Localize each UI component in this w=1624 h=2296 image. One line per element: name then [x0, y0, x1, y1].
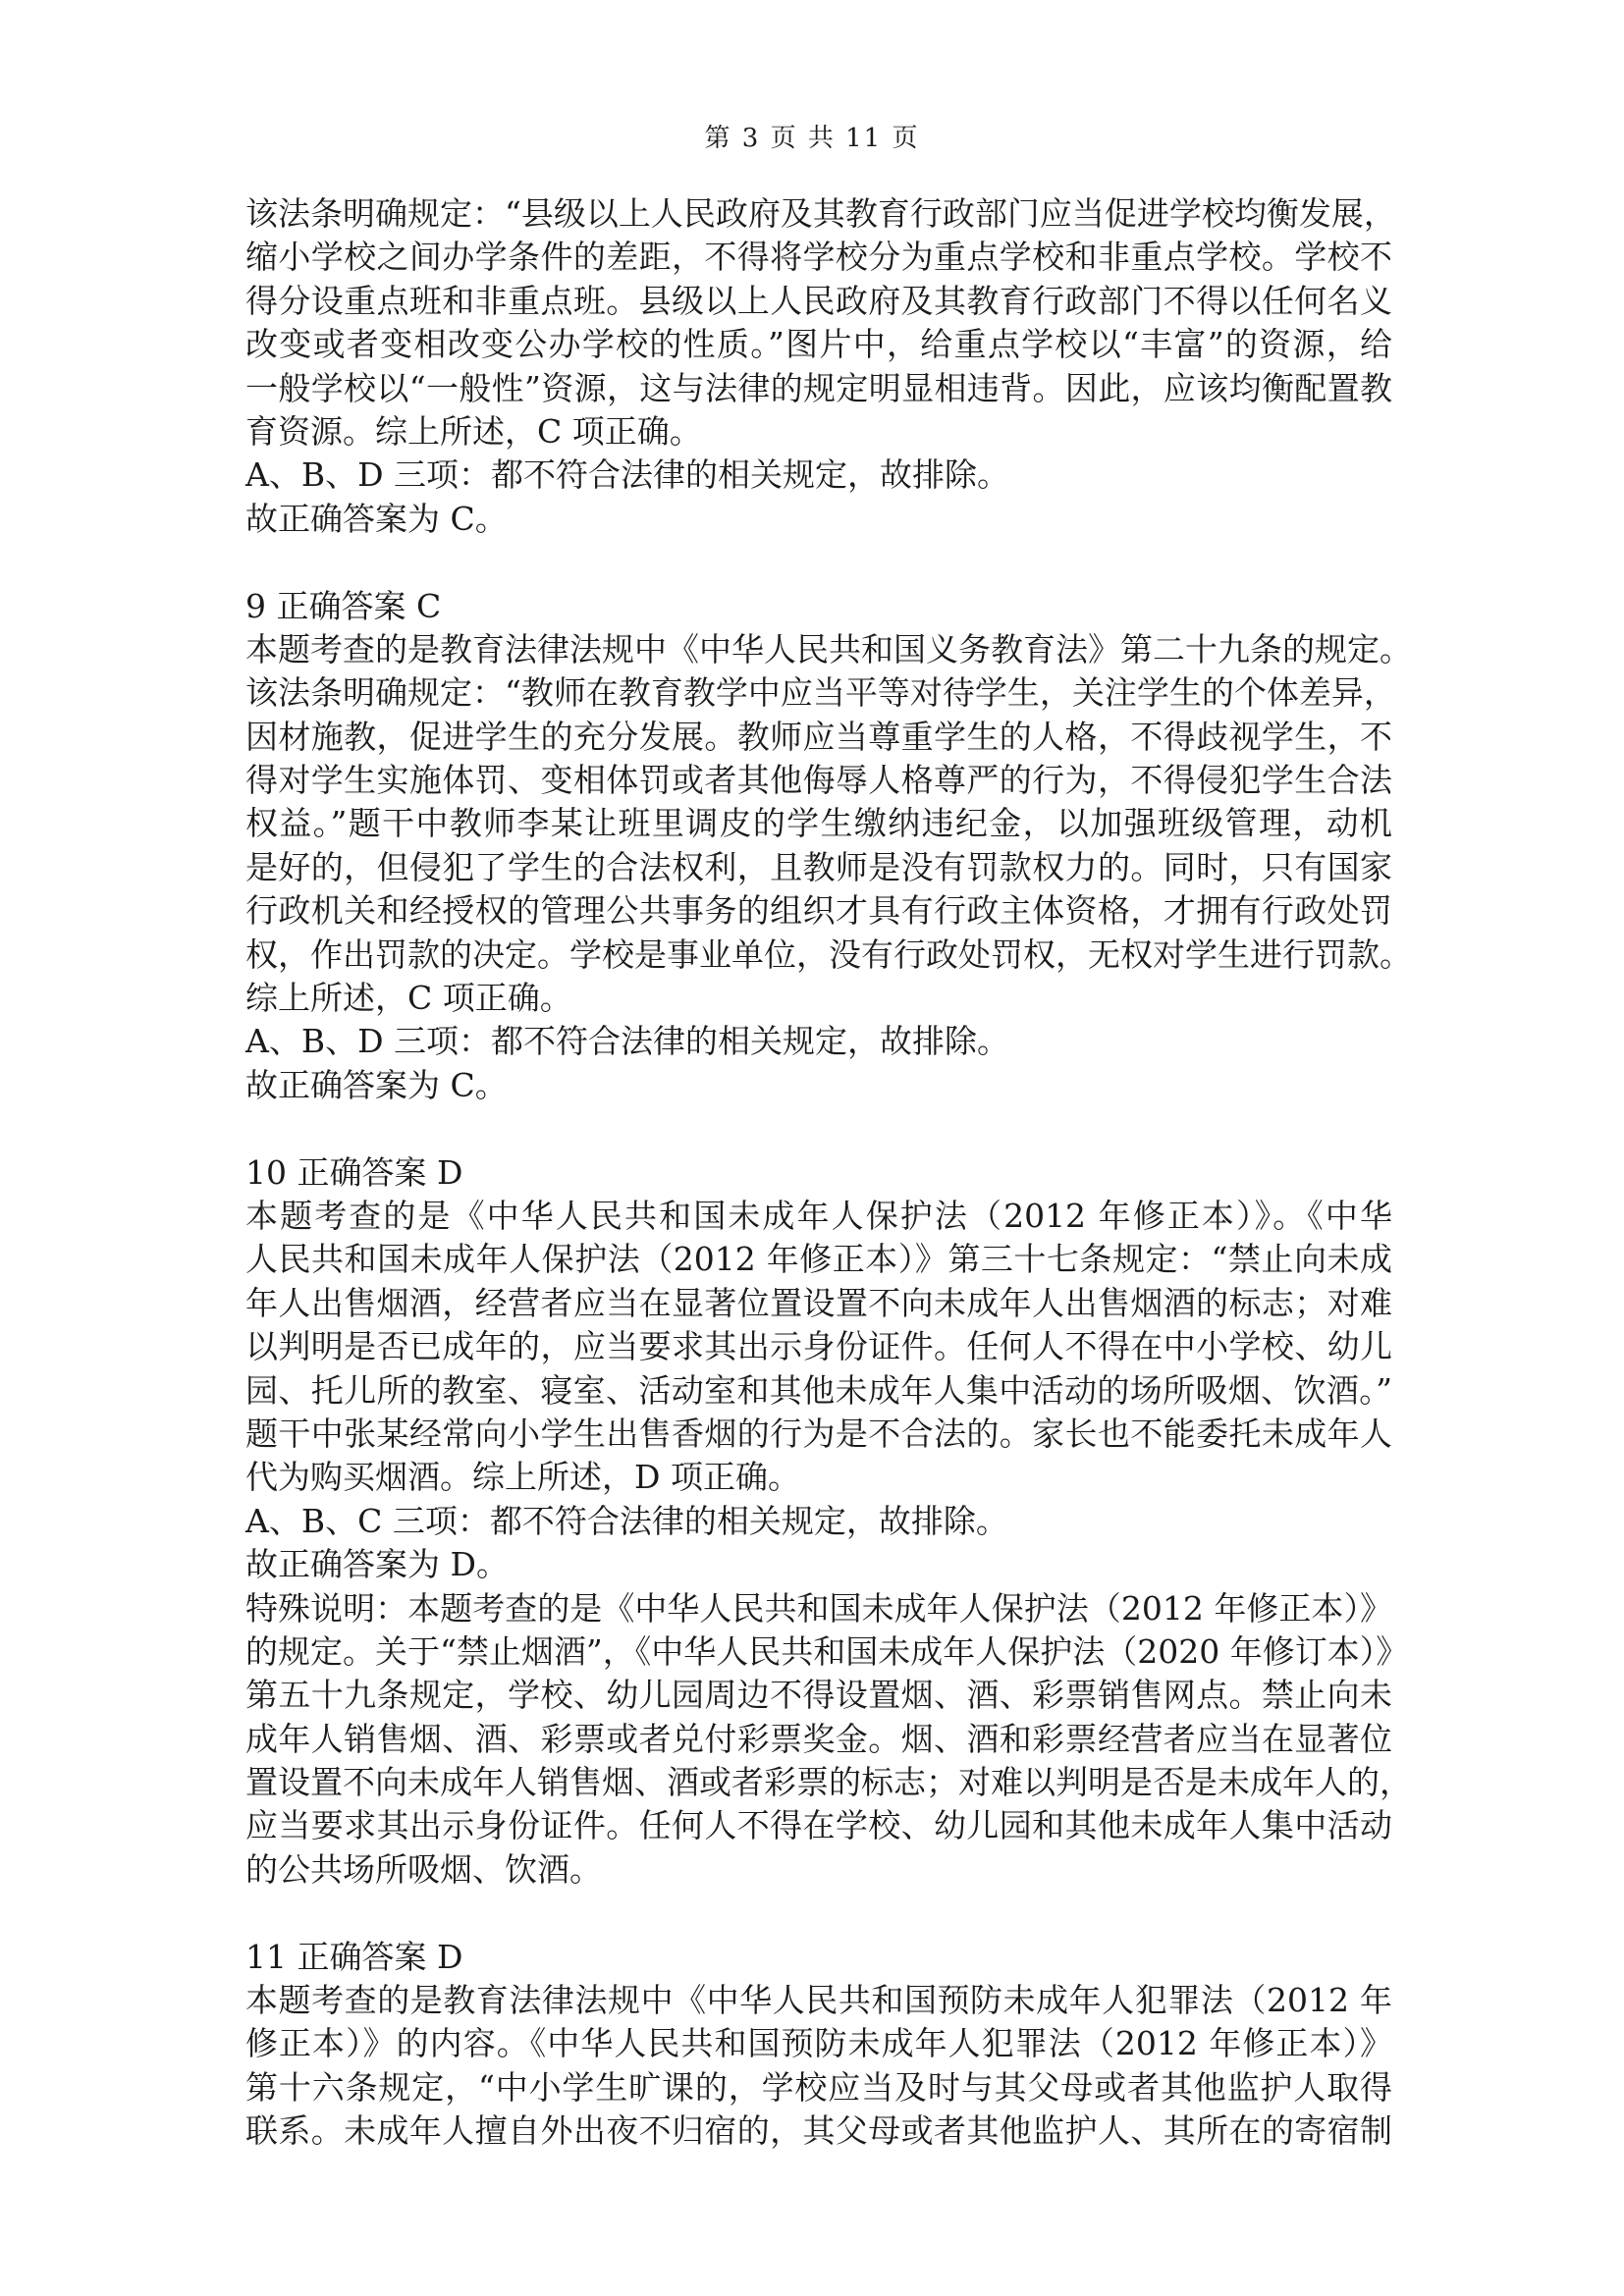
text-line-content: 权，作出罚款的决定。学校是事业单位，没有行政处罚权，无权对学生进行罚款。 [245, 934, 1412, 974]
answer-heading: 11 正确答案 D [245, 1937, 463, 1976]
text-line [245, 2022, 1392, 2065]
text-line-content: 综上所述，C 项正确。 [245, 979, 572, 1018]
text-line [245, 1325, 1392, 1368]
text-line [245, 1761, 1412, 1804]
answer-section-q10 [245, 1151, 1412, 1893]
text-line [245, 1804, 1392, 1847]
text-line [245, 236, 1392, 279]
text-line-content: 联系。未成年人擅自外出夜不归宿的，其父母或者其他监护人、其所在的寄宿制 [245, 2111, 1392, 2151]
text-line [245, 759, 1392, 802]
text-line [245, 1238, 1392, 1281]
text-line-content: 是好的，但侵犯了学生的合法权利，且教师是没有罚款权力的。同时，只有国家 [245, 847, 1392, 886]
text-line-content: 行政机关和经授权的管理公共事务的组织才具有行政主体资格，才拥有行政处罚 [245, 891, 1392, 931]
text-line [245, 1369, 1392, 1413]
text-line [245, 1413, 1392, 1456]
text-line-content: 代为购买烟酒。综上所述，D 项正确。 [245, 1458, 800, 1497]
answer-heading: 10 正确答案 D [245, 1152, 463, 1192]
text-line-content: 第五十九条规定，学校、幼儿园周边不得设置烟、酒、彩票销售网点。禁止向未 [245, 1676, 1392, 1715]
text-line-content: 的规定。关于“禁止烟酒”，《中华人民共和国未成年人保护法（2020 年修订本）》 [245, 1631, 1409, 1671]
text-line [245, 1848, 1392, 1892]
text-line-content: 年人出售烟酒，经营者应当在显著位置设置不向未成年人出售烟酒的标志；对难 [245, 1283, 1392, 1322]
text-line-content: 故正确答案为 C。 [245, 499, 508, 538]
text-line-content: 以判明是否已成年的，应当要求其出示身份证件。任何人不得在中小学校、幼儿 [245, 1327, 1392, 1366]
text-line [245, 323, 1392, 366]
text-line [245, 1020, 1392, 1063]
text-line-content: A、B、C 三项：都不符合法律的相关规定，故排除。 [245, 1501, 1008, 1540]
text-line-content: 修正本）》的内容。《中华人民共和国预防未成年人犯罪法（2012 年修正本）》 [245, 2024, 1392, 2063]
text-line-content: 的公共场所吸烟、饮酒。 [245, 1849, 602, 1889]
text-line-content: 权益。”题干中教师李某让班里调皮的学生缴纳违纪金，以加强班级管理，动机 [245, 804, 1392, 843]
text-line [245, 1630, 1409, 1674]
section-spacer [245, 541, 1392, 584]
text-line [245, 1587, 1392, 1630]
text-line-content: 人民共和国未成年人保护法（2012 年修正本）》第三十七条规定：“禁止向未成 [245, 1240, 1392, 1279]
text-line-content: 成年人销售烟、酒、彩票或者兑付彩票奖金。烟、酒和彩票经营者应当在显著位 [245, 1719, 1392, 1758]
text-line [245, 192, 1396, 236]
text-line [245, 802, 1392, 845]
text-line [245, 1979, 1392, 2022]
text-line-content: 题干中张某经常向小学生出售香烟的行为是不合法的。家长也不能委托未成年人 [245, 1414, 1392, 1453]
text-line [245, 1195, 1392, 1238]
text-line [245, 934, 1412, 977]
text-line-content: 一般学校以“一般性”资源，这与法律的规定明显相违背。因此，应该均衡配置教 [245, 368, 1392, 407]
answer-section-q9 [245, 585, 1412, 1108]
text-line [245, 1282, 1392, 1325]
text-line [245, 1456, 1392, 1499]
text-line-content: 本题考查的是教育法律法规中《中华人民共和国义务教育法》第二十九条的规定。 [245, 629, 1412, 668]
text-line [245, 1064, 1392, 1107]
text-line-content: 该法条明确规定：“县级以上人民政府及其教育行政部门应当促进学校均衡发展， [245, 194, 1396, 233]
text-line-content: 改变或者变相改变公办学校的性质。”图片中，给重点学校以“丰富”的资源，给 [245, 325, 1392, 364]
text-line [245, 2109, 1392, 2153]
text-line [245, 367, 1392, 410]
text-line-content: 育资源。综上所述，C 项正确。 [245, 411, 702, 451]
text-line [245, 454, 1392, 497]
text-line-content: 园、托儿所的教室、寝室、活动室和其他未成年人集中活动的场所吸烟、饮酒。” [245, 1370, 1392, 1410]
text-line [245, 671, 1396, 715]
text-line-content: 置设置不向未成年人销售烟、酒或者彩票的标志；对难以判明是否是未成年人的， [245, 1763, 1412, 1802]
text-line [245, 1500, 1392, 1543]
document-body [245, 192, 1412, 2154]
text-line [245, 410, 1392, 454]
text-line [245, 1674, 1392, 1717]
text-line-content: A、B、D 三项：都不符合法律的相关规定，故排除。 [245, 1022, 1010, 1061]
answer-heading: 9 正确答案 C [245, 586, 442, 625]
text-line [245, 846, 1392, 889]
text-line-content: 因材施教，促进学生的充分发展。教师应当尊重学生的人格，不得歧视学生，不 [245, 717, 1392, 756]
answer-section-q8-continued [245, 192, 1396, 541]
text-line [245, 716, 1392, 759]
text-line-content: 缩小学校之间办学条件的差距，不得将学校分为重点学校和非重点学校。学校不 [245, 238, 1392, 277]
text-line [245, 889, 1392, 933]
text-line-content: 第十六条规定，“中小学生旷课的，学校应当及时与其父母或者其他监护人取得 [245, 2067, 1392, 2107]
text-line-content: 本题考查的是教育法律法规中《中华人民共和国预防未成年人犯罪法（2012 年 [245, 1981, 1392, 2020]
text-line [245, 2066, 1392, 2109]
text-line-content: 应当要求其出示身份证件。任何人不得在学校、幼儿园和其他未成年人集中活动 [245, 1806, 1392, 1845]
text-line-content: 得对学生实施体罚、变相体罚或者其他侮辱人格尊严的行为，不得侵犯学生合法 [245, 761, 1392, 800]
text-line-content: 特殊说明：本题考查的是《中华人民共和国未成年人保护法（2012 年修正本）》 [245, 1588, 1392, 1628]
text-line-content: 本题考查的是《中华人民共和国未成年人保护法（2012 年修正本）》。《中华 [245, 1196, 1392, 1235]
text-line [245, 1718, 1392, 1761]
section-spacer [245, 1892, 1392, 1935]
text-line-content: A、B、D 三项：都不符合法律的相关规定，故排除。 [245, 455, 1010, 495]
text-line-content: 故正确答案为 D。 [245, 1545, 509, 1584]
text-line [245, 977, 1392, 1020]
text-line-content: 故正确答案为 C。 [245, 1065, 508, 1104]
text-line-content: 该法条明确规定：“教师在教育教学中应当平等对待学生，关注学生的个体差异， [245, 673, 1396, 713]
section-spacer [245, 1107, 1392, 1150]
text-line-content: 得分设重点班和非重点班。县级以上人民政府及其教育行政部门不得以任何名义 [245, 281, 1392, 320]
text-line [245, 498, 1392, 541]
text-line [245, 1543, 1392, 1586]
text-line [245, 628, 1412, 671]
text-line [245, 280, 1392, 323]
answer-section-q11 [245, 1936, 1392, 2154]
page-number-indicator: 第 3 页 共 11 页 [704, 124, 920, 153]
